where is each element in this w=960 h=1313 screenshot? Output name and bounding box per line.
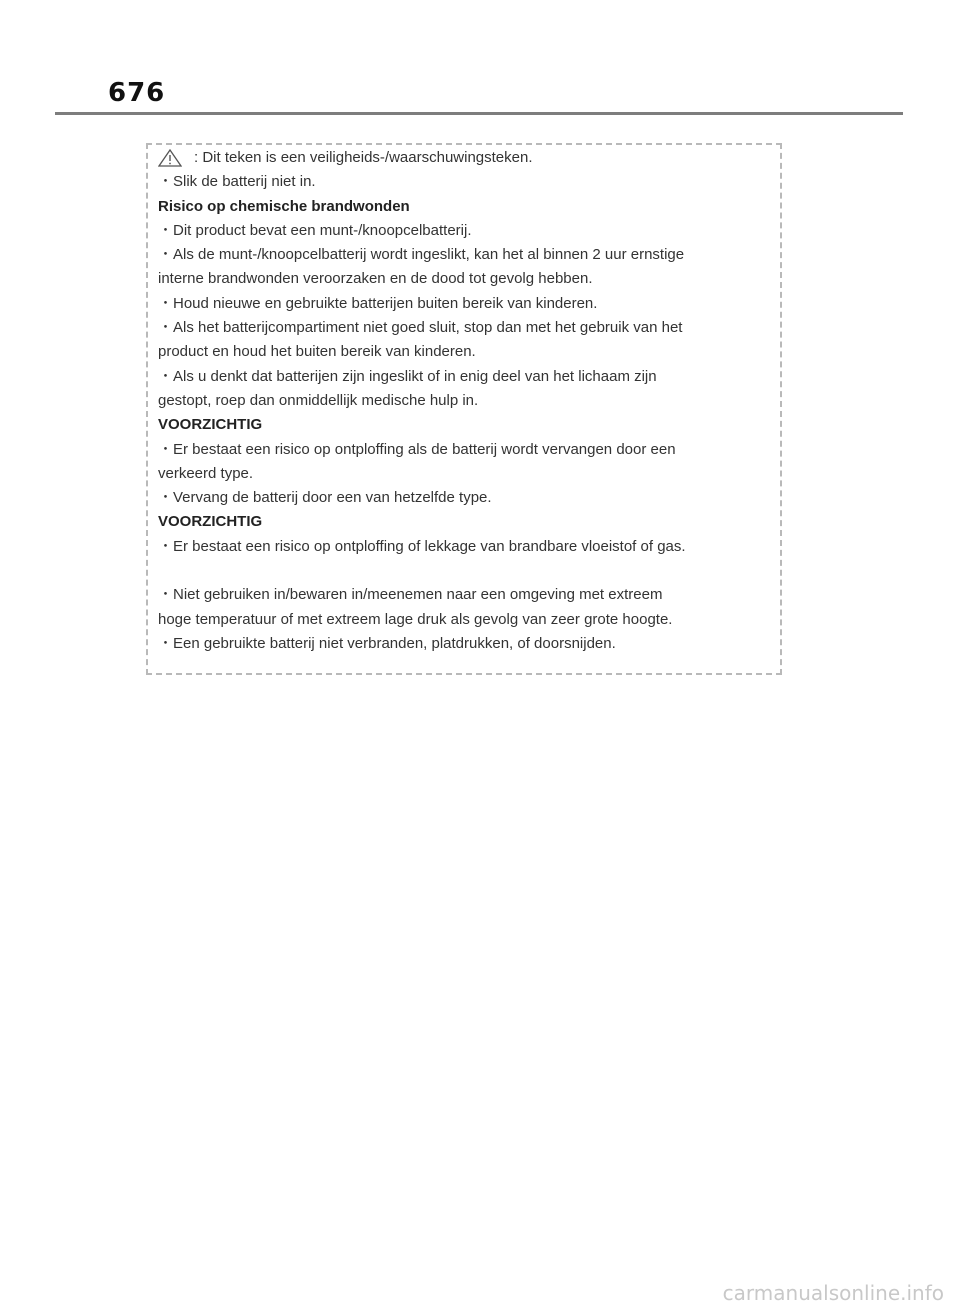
notice-line: verkeerd type. bbox=[158, 464, 254, 482]
footer-watermark: carmanualsonline.info bbox=[722, 1281, 944, 1305]
notice-line: ・Als de munt-/knoopcelbatterij wordt ingeslikt, kan het al binnen 2 uur ernstige bbox=[158, 246, 685, 264]
notice-line: ・Dit product bevat een munt-/knoopcelbatterij. bbox=[158, 221, 472, 239]
header-rule bbox=[55, 112, 903, 115]
notice-line: ・Vervang de batterij door een van hetzelfde type. bbox=[158, 489, 492, 507]
notice-line: ・Een gebruikte batterij niet verbranden, platdrukken, of doorsnijden. bbox=[158, 634, 616, 652]
caution-heading: VOORZICHTIG bbox=[158, 416, 263, 434]
notice-line: ・Als het batterijcompartiment niet goed sluit, stop dan met het gebruik van het bbox=[158, 319, 683, 337]
section-heading: Risico op chemische brandwonden bbox=[158, 197, 410, 215]
blank-line bbox=[158, 559, 774, 583]
caution-heading: VOORZICHTIG bbox=[158, 513, 263, 531]
warning-symbol-line bbox=[158, 146, 774, 170]
notice-line: ・Houd nieuwe en gebruikte batterijen buiten bereik van kinderen. bbox=[158, 294, 598, 312]
notice-line: hoge temperatuur of met extreem lage druk als gevolg van zeer grote hoogte. bbox=[158, 610, 673, 628]
notice-line: ・Niet gebruiken in/bewaren in/meenemen naar een omgeving met extreem bbox=[158, 586, 663, 604]
warning-triangle-icon bbox=[158, 149, 182, 167]
notice-content bbox=[158, 146, 774, 656]
page-number: 676 bbox=[108, 78, 166, 108]
notice-line: ・Slik de batterij niet in. bbox=[158, 173, 316, 191]
notice-line: ・Er bestaat een risico op ontploffing als de batterij wordt vervangen door een bbox=[158, 440, 676, 458]
notice-line: gestopt, roep dan onmiddellijk medische hulp in. bbox=[158, 391, 479, 409]
notice-line: interne brandwonden veroorzaken en de dood tot gevolg hebben. bbox=[158, 270, 593, 288]
notice-line: ・Als u denkt dat batterijen zijn ingeslikt of in enig deel van het lichaam zijn bbox=[158, 367, 657, 385]
warning-symbol-text: : Dit teken is een veiligheids-/waarschuwingsteken. bbox=[194, 149, 533, 166]
notice-line: ・Er bestaat een risico op ontploffing of lekkage van brandbare vloeistof of gas. bbox=[158, 537, 686, 555]
notice-line: product en houd het buiten bereik van kinderen. bbox=[158, 343, 476, 361]
